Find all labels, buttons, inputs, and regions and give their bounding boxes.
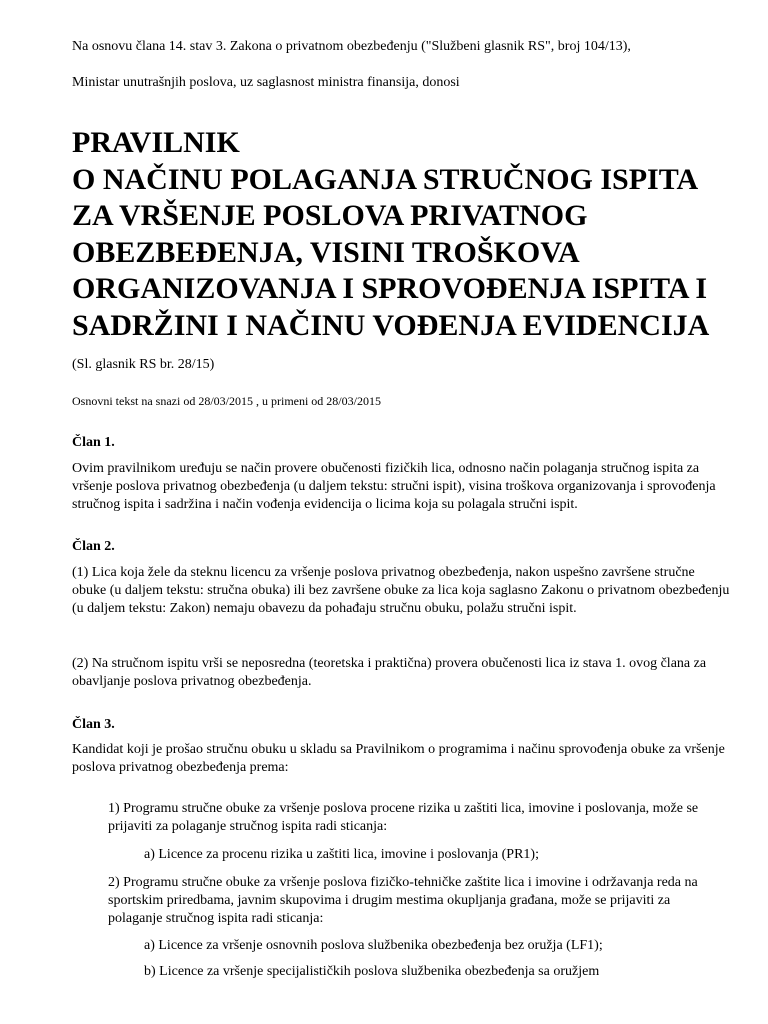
- title-line: O NAČINU POLAGANJA STRUČNOG ISPITA: [72, 162, 699, 196]
- gazette-reference: (Sl. glasnik RS br. 28/15): [72, 357, 215, 372]
- document-title: [72, 125, 752, 344]
- article-2-paragraph-1: (1) Lica koja žele da steknu licencu za vršenje poslova privatnog obezbeđenja, nakon uspešno završene stručne obuke (u daljem tekstu: stručna obuka) ili bez završene obuke za lica koja saglasno Zakonu o privatnom obezbeđenju (u daljem tekstu: Zakon) nemaju obavezu da pohađaju stručnu obuku, polažu stručni ispit.: [72, 565, 730, 616]
- article-2-paragraph-2: (2) Na stručnom ispitu vrši se neposredna (teoretska i praktična) provera obučenosti lica iz stava 1. ovog člana za obavljanje poslova privatnog obezbeđenja.: [72, 656, 707, 689]
- legal-basis-text: Na osnovu člana 14. stav 3. Zakona o privatnom obezbeđenju ("Službeni glasnik RS", broj 104/13),: [72, 39, 631, 54]
- validity-note: Osnovni tekst na snazi od 28/03/2015 , u primeni od 28/03/2015: [72, 394, 381, 408]
- article-3-heading: Član 3.: [72, 717, 115, 732]
- article-3-item-1a: a) Licence za procenu rizika u zaštiti lica, imovine i poslovanja (PR1);: [144, 847, 539, 862]
- title-line: SADRŽINI I NAČINU VOĐENJA EVIDENCIJA: [72, 308, 710, 342]
- article-3-item-2: 2) Programu stručne obuke za vršenje poslova fizičko-tehničke zaštite lica i imovine i održavanja reda na sportskim priredbama, javnim skupovima i drugim mestima okupljanja građana, može se prijaviti za polaganje stručnog ispita radi sticanja:: [108, 875, 698, 926]
- article-3-item-2a: a) Licence za vršenje osnovnih poslova službenika obezbeđenja bez oružja (LF1);: [144, 938, 603, 953]
- title-line: ORGANIZOVANJA I SPROVOĐENJA ISPITA I: [72, 272, 708, 305]
- title-line: PRAVILNIK: [72, 126, 240, 159]
- article-1-heading: Član 1.: [72, 435, 115, 450]
- title-line: OBEZBEĐENJA, VISINI TROŠKOVA: [72, 235, 580, 269]
- issuer-text: Ministar unutrašnjih poslova, uz saglasnost ministra finansija, donosi: [72, 75, 460, 90]
- article-3-item-1: 1) Programu stručne obuke za vršenje poslova procene rizika u zaštiti lica, imovine i poslovanja, može se prijaviti za polaganje stručnog ispita radi sticanja:: [108, 801, 699, 834]
- article-1-text: Ovim pravilnikom uređuju se način provere obučenosti fizičkih lica, odnosno način polaganja stručnog ispita za vršenje poslova privatnog obezbeđenja (u daljem tekstu: stručni ispit), visina troškova organizovanja i sprovođenja stručnog ispita i sadržina i način vođenja evidencija o licima koja su polagala stručni ispit.: [72, 461, 716, 512]
- article-3-item-2b: b) Licence za vršenje specijalističkih poslova službenika obezbeđenja sa oružjem: [144, 964, 600, 979]
- article-3-intro: Kandidat koji je prošao stručnu obuku u skladu sa Pravilnikom o programima i načinu sprovođenja obuke za vršenje poslova privatnog obezbeđenja prema:: [72, 742, 725, 775]
- title-line: ZA VRŠENJE POSLOVA PRIVATNOG: [72, 199, 588, 232]
- article-2-heading: Član 2.: [72, 539, 115, 554]
